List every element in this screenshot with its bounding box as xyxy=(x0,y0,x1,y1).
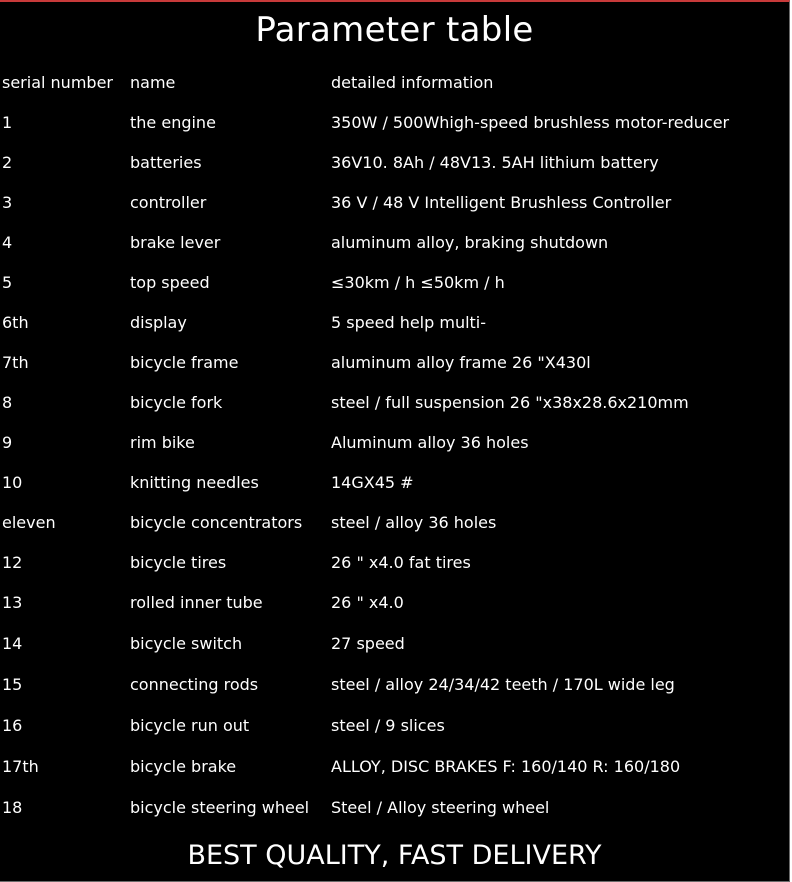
row-serial-number: 14 xyxy=(2,634,23,653)
row-detailed-information: steel / full suspension 26 "x38x28.6x210mm xyxy=(331,393,689,412)
table-row xyxy=(0,271,789,295)
table-row xyxy=(0,351,789,375)
table-row xyxy=(0,796,789,820)
table-header-row xyxy=(0,71,789,95)
row-serial-number: 3 xyxy=(2,193,13,212)
table-row xyxy=(0,111,789,135)
row-name: bicycle steering wheel xyxy=(130,798,310,817)
table-row xyxy=(0,311,789,335)
row-detailed-information: ALLOY, DISC BRAKES F: 160/140 R: 160/180 xyxy=(331,757,681,776)
table-row xyxy=(0,511,789,535)
table-row xyxy=(0,632,789,656)
row-detailed-information: steel / alloy 36 holes xyxy=(331,513,497,532)
row-name: top speed xyxy=(130,273,210,292)
table-row xyxy=(0,431,789,455)
row-serial-number: 9 xyxy=(2,433,13,452)
row-detailed-information: 5 speed help multi- xyxy=(331,313,487,332)
row-serial-number: 17th xyxy=(2,757,39,776)
row-detailed-information: 36V10. 8Ah / 48V13. 5AH lithium battery xyxy=(331,153,659,172)
row-name: rolled inner tube xyxy=(130,593,263,612)
table-row xyxy=(0,471,789,495)
row-serial-number: 1 xyxy=(2,113,13,132)
row-name: bicycle concentrators xyxy=(130,513,303,532)
footer-slogan: BEST QUALITY, FAST DELIVERY xyxy=(187,840,602,871)
row-serial-number: 16 xyxy=(2,716,23,735)
table-row xyxy=(0,391,789,415)
row-detailed-information: aluminum alloy frame 26 "X430l xyxy=(331,353,591,372)
table-row xyxy=(0,755,789,779)
row-serial-number: 10 xyxy=(2,473,23,492)
header-detailed-information: detailed information xyxy=(331,73,494,92)
row-detailed-information: Steel / Alloy steering wheel xyxy=(331,798,550,817)
row-serial-number: 2 xyxy=(2,153,13,172)
row-serial-number: 4 xyxy=(2,233,13,252)
row-serial-number: 15 xyxy=(2,675,23,694)
row-name: bicycle brake xyxy=(130,757,237,776)
page-title: Parameter table xyxy=(255,10,534,50)
row-name: display xyxy=(130,313,187,332)
row-serial-number: 6th xyxy=(2,313,29,332)
row-name: bicycle switch xyxy=(130,634,243,653)
row-serial-number: 8 xyxy=(2,393,13,412)
row-serial-number: 18 xyxy=(2,798,23,817)
table-row xyxy=(0,673,789,697)
row-name: bicycle run out xyxy=(130,716,250,735)
row-name: bicycle fork xyxy=(130,393,223,412)
row-detailed-information: Aluminum alloy 36 holes xyxy=(331,433,529,452)
header-serial-number: serial number xyxy=(2,73,113,92)
row-name: the engine xyxy=(130,113,216,132)
row-name: rim bike xyxy=(130,433,195,452)
table-row xyxy=(0,231,789,255)
row-name: connecting rods xyxy=(130,675,259,694)
row-detailed-information: aluminum alloy, braking shutdown xyxy=(331,233,609,252)
row-detailed-information: 27 speed xyxy=(331,634,405,653)
row-detailed-information: 26 " x4.0 fat tires xyxy=(331,553,471,572)
table-row xyxy=(0,151,789,175)
row-detailed-information: ≤30km / h ≤50km / h xyxy=(331,273,505,292)
row-name: knitting needles xyxy=(130,473,259,492)
row-name: bicycle tires xyxy=(130,553,227,572)
row-serial-number: 5 xyxy=(2,273,13,292)
row-name: bicycle frame xyxy=(130,353,239,372)
row-name: brake lever xyxy=(130,233,221,252)
row-detailed-information: 36 V / 48 V Intelligent Brushless Controller xyxy=(331,193,672,212)
row-serial-number: eleven xyxy=(2,513,56,532)
row-name: batteries xyxy=(130,153,202,172)
header-name: name xyxy=(130,73,176,92)
table-row xyxy=(0,551,789,575)
row-detailed-information: 26 " x4.0 xyxy=(331,593,404,612)
table-row xyxy=(0,714,789,738)
row-detailed-information: steel / alloy 24/34/42 teeth / 170L wide leg xyxy=(331,675,675,694)
row-serial-number: 7th xyxy=(2,353,29,372)
table-row xyxy=(0,191,789,215)
row-detailed-information: 350W / 500Whigh-speed brushless motor-reducer xyxy=(331,113,730,132)
row-detailed-information: steel / 9 slices xyxy=(331,716,445,735)
table-row xyxy=(0,591,789,615)
row-serial-number: 12 xyxy=(2,553,23,572)
row-detailed-information: 14GX45 # xyxy=(331,473,414,492)
row-serial-number: 13 xyxy=(2,593,23,612)
row-name: controller xyxy=(130,193,207,212)
